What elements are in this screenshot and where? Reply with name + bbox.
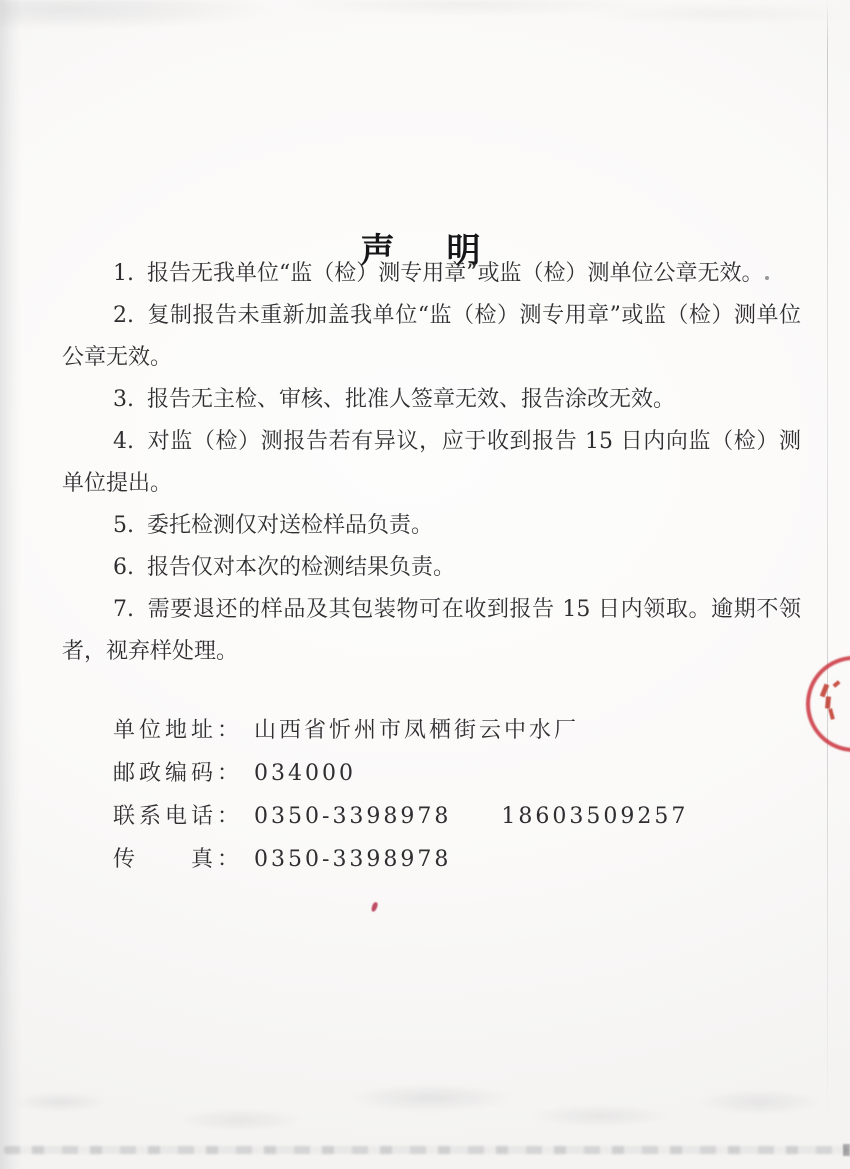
dust-speck [765, 276, 769, 280]
scan-noise-top [0, 0, 850, 46]
contact-label: 邮政编码： [113, 761, 244, 786]
contact-row-fax [113, 838, 688, 881]
statement-number: 4. [113, 429, 134, 454]
statement-item [62, 421, 801, 505]
statement-number: 7. [113, 597, 134, 622]
statement-item [62, 547, 801, 589]
contact-value: 034000 [254, 761, 356, 786]
statement-number: 5. [113, 513, 134, 538]
contact-value: 0350-3398978 [254, 847, 452, 872]
statement-item [62, 589, 801, 673]
statement-number: 6. [113, 555, 134, 580]
statement-text: 报告仅对本次的检测结果负责。 [147, 555, 456, 580]
contact-value: 山西省忻州市凤栖街云中水厂 [254, 718, 580, 743]
contact-block [113, 709, 688, 881]
contact-row-postcode [113, 752, 688, 795]
scan-edge-line-bottom [4, 1146, 848, 1154]
scan-edge-shadow-left [0, 0, 22, 1169]
contact-label: 传 真： [113, 847, 244, 872]
contact-label: 单位地址： [113, 718, 244, 743]
red-seal-text-mark [825, 696, 831, 708]
statement-number: 3. [113, 387, 134, 412]
statement-item [62, 253, 801, 295]
contact-row-address [113, 709, 688, 752]
contact-row-phone [113, 795, 688, 838]
statement-text: 对监（检）测报告若有异议，应于收到报告 15 日内向监（检）测单位提出。 [62, 429, 801, 496]
contact-value-secondary: 18603509257 [501, 804, 689, 829]
statement-text: 复制报告未重新加盖我单位“监（检）测专用章”或监（检）测单位公章无效。 [62, 303, 801, 370]
contact-value: 0350-3398978 [254, 804, 452, 829]
statement-text: 委托检测仅对送检样品负责。 [147, 513, 434, 538]
statement-list [62, 253, 801, 673]
contact-label: 联系电话： [113, 804, 244, 829]
red-ink-speck [371, 901, 379, 912]
statement-number: 1. [113, 261, 134, 286]
statement-item [62, 295, 801, 379]
scan-noise-bottom [0, 1072, 850, 1150]
statement-text: 需要退还的样品及其包装物可在收到报告 15 日内领取。逾期不领者，视弃样处理。 [62, 597, 801, 664]
page-title: 声 明 [360, 230, 490, 271]
statement-item [62, 379, 801, 421]
scan-corner-mark [843, 1144, 850, 1156]
statement-text: 报告无主检、审核、批准人签章无效、报告涂改无效。 [147, 387, 676, 412]
statement-number: 2. [113, 303, 134, 328]
statement-item [62, 505, 801, 547]
statement-text: 报告无我单位“监（检）测专用章”或监（检）测单位公章无效。 [147, 261, 764, 286]
paper-crease-line [827, 0, 828, 1169]
